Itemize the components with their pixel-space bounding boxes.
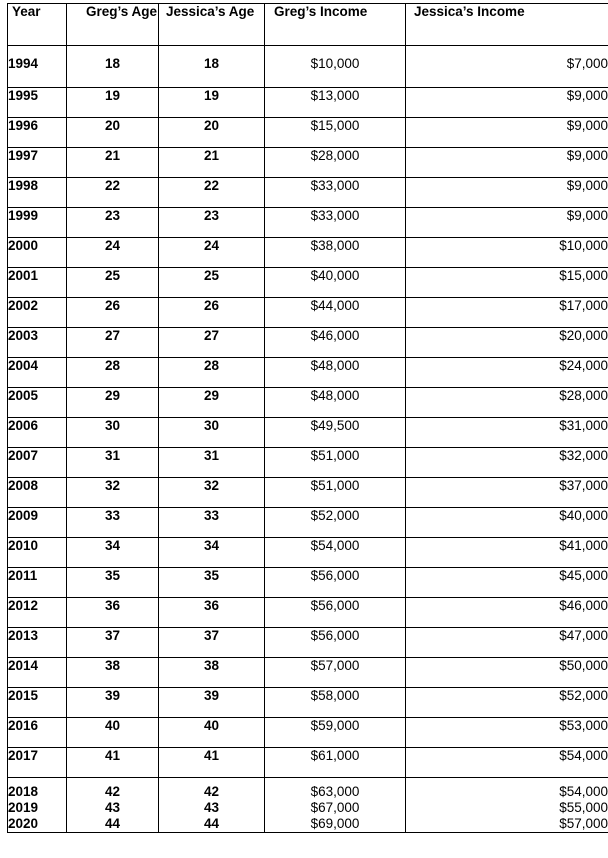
greg-income-cell: $46,000	[265, 328, 406, 358]
jessica-age-cell: 40	[159, 718, 265, 748]
greg-income-cell: $61,000	[265, 748, 406, 778]
table-row	[8, 388, 608, 418]
greg-income-cell: $63,000	[265, 778, 406, 801]
jessica-age-cell: 33	[159, 508, 265, 538]
jessica-age-cell: 24	[159, 238, 265, 268]
jessica-income-cell: $20,000	[406, 328, 608, 358]
jessica-income-cell: $28,000	[406, 388, 608, 418]
year-cell: 2001	[8, 268, 67, 298]
table-row	[8, 816, 608, 833]
greg-age-cell: 28	[67, 358, 159, 388]
greg-age-cell: 22	[67, 178, 159, 208]
table-body	[8, 46, 608, 833]
greg-age-cell: 39	[67, 688, 159, 718]
year-cell: 2014	[8, 658, 67, 688]
greg-income-cell: $51,000	[265, 478, 406, 508]
jessica-age-cell: 25	[159, 268, 265, 298]
jessica-income-cell: $32,000	[406, 448, 608, 478]
greg-income-cell: $13,000	[265, 88, 406, 118]
greg-age-cell: 26	[67, 298, 159, 328]
jessica-age-cell: 36	[159, 598, 265, 628]
jessica-income-cell: $57,000	[406, 816, 608, 833]
greg-income-cell: $58,000	[265, 688, 406, 718]
table-row	[8, 358, 608, 388]
year-cell: 2013	[8, 628, 67, 658]
greg-income-cell: $51,000	[265, 448, 406, 478]
jessica-age-cell: 20	[159, 118, 265, 148]
jessica-age-cell: 19	[159, 88, 265, 118]
jessica-age-cell: 44	[159, 816, 265, 833]
greg-age-cell: 24	[67, 238, 159, 268]
greg-income-cell: $10,000	[265, 46, 406, 88]
header-greg-income: Greg’s Income	[265, 4, 406, 46]
year-cell: 2011	[8, 568, 67, 598]
jessica-income-cell: $9,000	[406, 118, 608, 148]
jessica-income-cell: $54,000	[406, 778, 608, 801]
year-cell: 2006	[8, 418, 67, 448]
jessica-income-cell: $15,000	[406, 268, 608, 298]
table-row	[8, 568, 608, 598]
table-row	[8, 118, 608, 148]
jessica-income-cell: $7,000	[406, 46, 608, 88]
table-row	[8, 800, 608, 816]
year-cell: 1999	[8, 208, 67, 238]
greg-income-cell: $48,000	[265, 358, 406, 388]
greg-income-cell: $52,000	[265, 508, 406, 538]
jessica-income-cell: $37,000	[406, 478, 608, 508]
table-row	[8, 598, 608, 628]
jessica-income-cell: $9,000	[406, 178, 608, 208]
greg-income-cell: $38,000	[265, 238, 406, 268]
table-row	[8, 238, 608, 268]
jessica-income-cell: $53,000	[406, 718, 608, 748]
jessica-age-cell: 31	[159, 448, 265, 478]
greg-age-cell: 21	[67, 148, 159, 178]
year-cell: 2015	[8, 688, 67, 718]
jessica-age-cell: 35	[159, 568, 265, 598]
jessica-age-cell: 37	[159, 628, 265, 658]
income-table	[7, 3, 608, 833]
jessica-age-cell: 18	[159, 46, 265, 88]
table-row	[8, 328, 608, 358]
table-row	[8, 88, 608, 118]
jessica-income-cell: $9,000	[406, 88, 608, 118]
greg-income-cell: $15,000	[265, 118, 406, 148]
table-row	[8, 718, 608, 748]
greg-income-cell: $56,000	[265, 568, 406, 598]
greg-income-cell: $44,000	[265, 298, 406, 328]
year-cell: 2003	[8, 328, 67, 358]
table-row	[8, 658, 608, 688]
year-cell: 2008	[8, 478, 67, 508]
jessica-age-cell: 38	[159, 658, 265, 688]
jessica-income-cell: $9,000	[406, 148, 608, 178]
jessica-income-cell: $40,000	[406, 508, 608, 538]
jessica-age-cell: 32	[159, 478, 265, 508]
table-row	[8, 748, 608, 778]
table-row	[8, 688, 608, 718]
year-cell: 2010	[8, 538, 67, 568]
table-row	[8, 448, 608, 478]
year-cell: 2019	[8, 800, 67, 816]
greg-income-cell: $40,000	[265, 268, 406, 298]
table-row	[8, 208, 608, 238]
header-greg-age: Greg’s Age	[67, 4, 159, 46]
greg-income-cell: $59,000	[265, 718, 406, 748]
greg-income-cell: $33,000	[265, 208, 406, 238]
header-jessica-income: Jessica’s Income	[406, 4, 608, 46]
greg-income-cell: $48,000	[265, 388, 406, 418]
greg-age-cell: 27	[67, 328, 159, 358]
greg-age-cell: 29	[67, 388, 159, 418]
greg-income-cell: $49,500	[265, 418, 406, 448]
year-cell: 2017	[8, 748, 67, 778]
table-row	[8, 148, 608, 178]
jessica-age-cell: 23	[159, 208, 265, 238]
year-cell: 1994	[8, 46, 67, 88]
year-cell: 1998	[8, 178, 67, 208]
jessica-income-cell: $52,000	[406, 688, 608, 718]
year-cell: 2009	[8, 508, 67, 538]
year-cell: 2020	[8, 816, 67, 833]
table-row	[8, 478, 608, 508]
year-cell: 2000	[8, 238, 67, 268]
jessica-income-cell: $54,000	[406, 748, 608, 778]
greg-income-cell: $54,000	[265, 538, 406, 568]
jessica-income-cell: $50,000	[406, 658, 608, 688]
year-cell: 2005	[8, 388, 67, 418]
table-row	[8, 268, 608, 298]
year-cell: 1997	[8, 148, 67, 178]
greg-income-cell: $69,000	[265, 816, 406, 833]
jessica-income-cell: $41,000	[406, 538, 608, 568]
year-cell: 2007	[8, 448, 67, 478]
year-cell: 1995	[8, 88, 67, 118]
table-row	[8, 418, 608, 448]
jessica-income-cell: $45,000	[406, 568, 608, 598]
jessica-income-cell: $9,000	[406, 208, 608, 238]
table-row	[8, 538, 608, 568]
greg-age-cell: 20	[67, 118, 159, 148]
jessica-age-cell: 27	[159, 328, 265, 358]
jessica-income-cell: $46,000	[406, 598, 608, 628]
greg-age-cell: 33	[67, 508, 159, 538]
table-header	[8, 4, 608, 46]
greg-age-cell: 34	[67, 538, 159, 568]
greg-income-cell: $28,000	[265, 148, 406, 178]
greg-age-cell: 36	[67, 598, 159, 628]
jessica-income-cell: $10,000	[406, 238, 608, 268]
table-row	[8, 178, 608, 208]
table-row	[8, 46, 608, 88]
jessica-age-cell: 43	[159, 800, 265, 816]
table-row	[8, 508, 608, 538]
jessica-age-cell: 39	[159, 688, 265, 718]
greg-age-cell: 19	[67, 88, 159, 118]
jessica-age-cell: 26	[159, 298, 265, 328]
jessica-age-cell: 30	[159, 418, 265, 448]
greg-age-cell: 40	[67, 718, 159, 748]
greg-income-cell: $67,000	[265, 800, 406, 816]
year-cell: 1996	[8, 118, 67, 148]
jessica-age-cell: 21	[159, 148, 265, 178]
greg-income-cell: $33,000	[265, 178, 406, 208]
greg-age-cell: 31	[67, 448, 159, 478]
greg-age-cell: 42	[67, 778, 159, 801]
greg-income-cell: $57,000	[265, 658, 406, 688]
table-row	[8, 778, 608, 801]
jessica-income-cell: $17,000	[406, 298, 608, 328]
header-year: Year	[8, 4, 67, 46]
year-cell: 2004	[8, 358, 67, 388]
year-cell: 2002	[8, 298, 67, 328]
jessica-income-cell: $31,000	[406, 418, 608, 448]
greg-income-cell: $56,000	[265, 628, 406, 658]
greg-age-cell: 18	[67, 46, 159, 88]
year-cell: 2018	[8, 778, 67, 801]
greg-age-cell: 41	[67, 748, 159, 778]
greg-age-cell: 32	[67, 478, 159, 508]
table-row	[8, 298, 608, 328]
jessica-age-cell: 29	[159, 388, 265, 418]
greg-age-cell: 25	[67, 268, 159, 298]
jessica-income-cell: $47,000	[406, 628, 608, 658]
greg-income-cell: $56,000	[265, 598, 406, 628]
greg-age-cell: 35	[67, 568, 159, 598]
greg-age-cell: 37	[67, 628, 159, 658]
jessica-age-cell: 28	[159, 358, 265, 388]
greg-age-cell: 38	[67, 658, 159, 688]
greg-age-cell: 30	[67, 418, 159, 448]
greg-age-cell: 44	[67, 816, 159, 833]
jessica-age-cell: 42	[159, 778, 265, 801]
greg-age-cell: 43	[67, 800, 159, 816]
header-row	[8, 4, 608, 46]
jessica-age-cell: 34	[159, 538, 265, 568]
table-row	[8, 628, 608, 658]
jessica-income-cell: $55,000	[406, 800, 608, 816]
year-cell: 2012	[8, 598, 67, 628]
year-cell: 2016	[8, 718, 67, 748]
header-jessica-age: Jessica’s Age	[159, 4, 265, 46]
jessica-age-cell: 22	[159, 178, 265, 208]
jessica-age-cell: 41	[159, 748, 265, 778]
greg-age-cell: 23	[67, 208, 159, 238]
jessica-income-cell: $24,000	[406, 358, 608, 388]
